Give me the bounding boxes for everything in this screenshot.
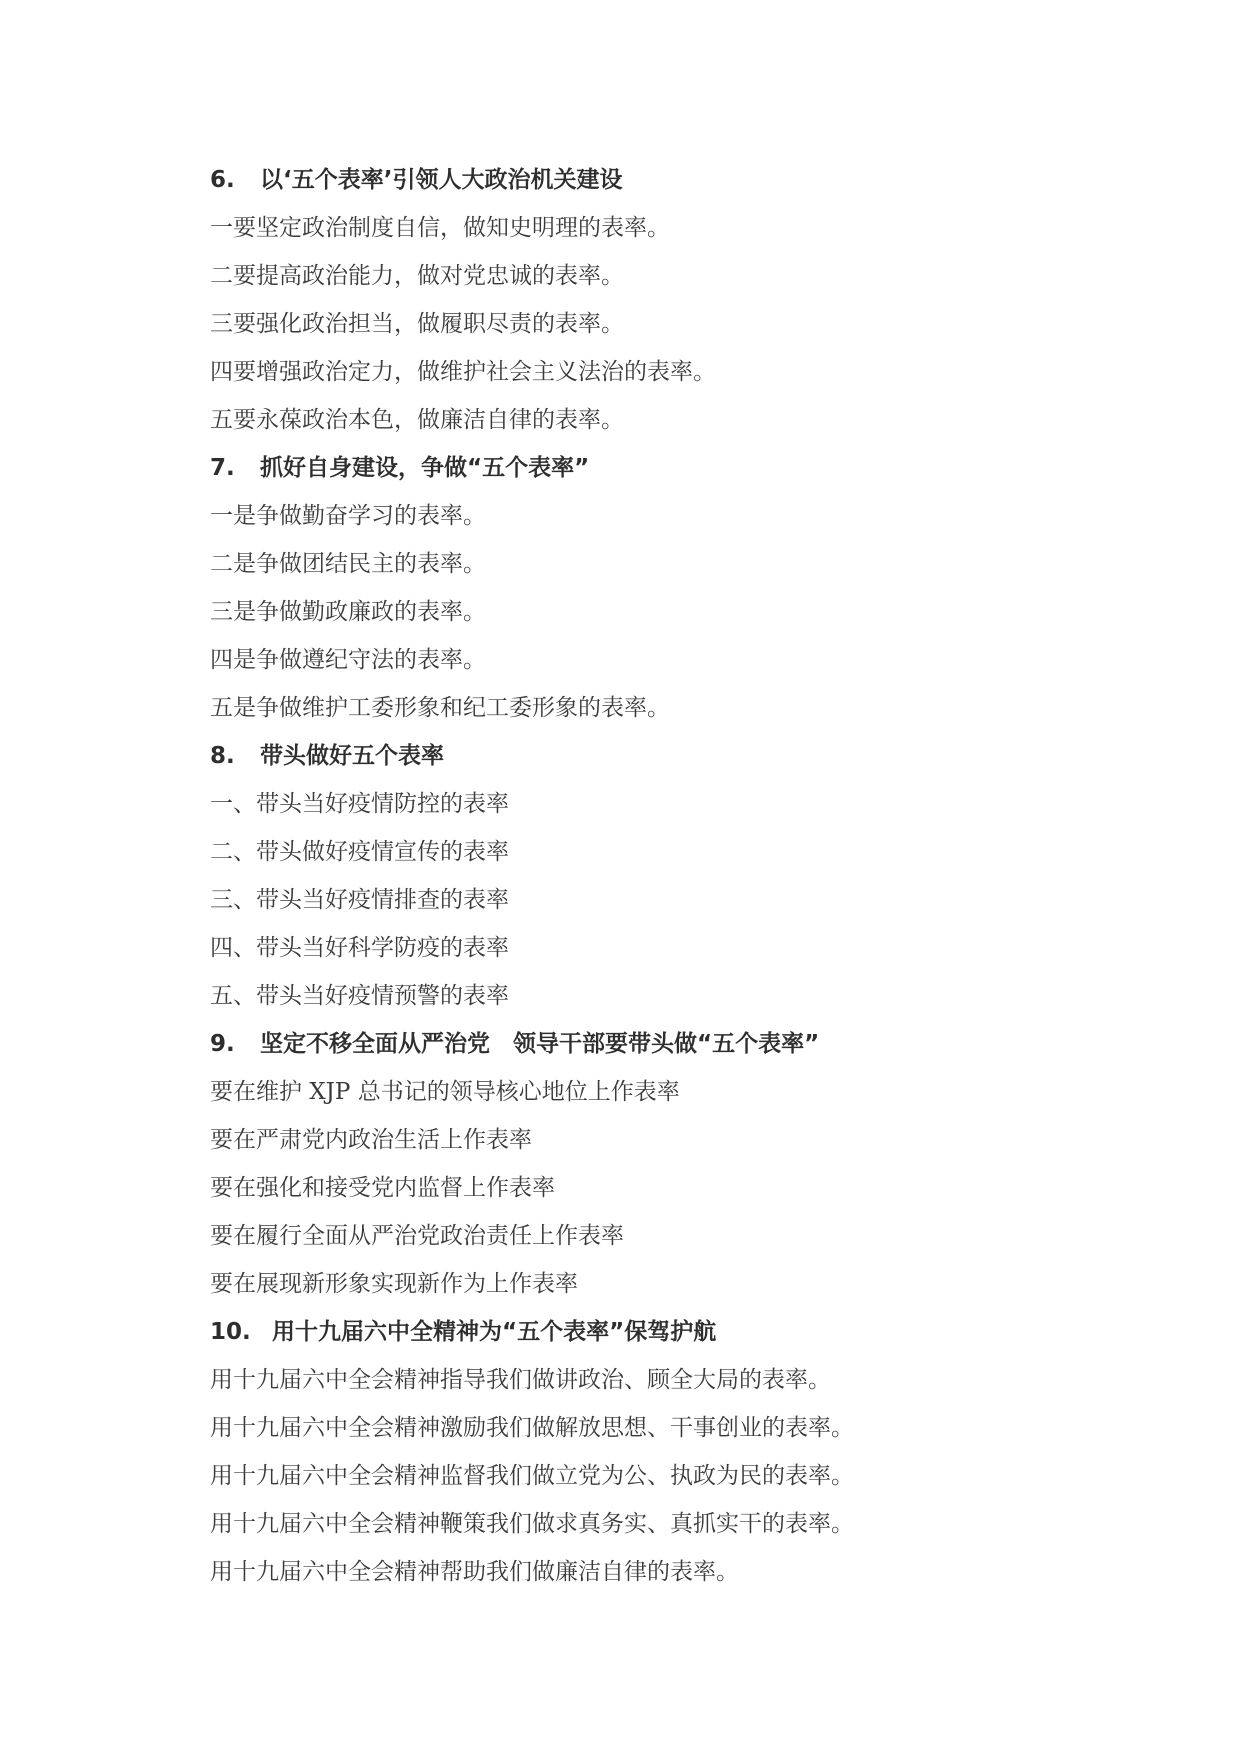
list-item: 一、带头当好疫情防控的表率 bbox=[210, 791, 509, 817]
section-number: 6. bbox=[210, 167, 235, 193]
list-item: 用十九届六中全会精神鞭策我们做求真务实、真抓实干的表率。 bbox=[210, 1511, 854, 1537]
list-item: 二、带头做好疫情宣传的表率 bbox=[210, 839, 509, 865]
list-item: 五是争做维护工委形象和纪工委形象的表率。 bbox=[210, 695, 670, 721]
list-item: 五要永葆政治本色，做廉洁自律的表率。 bbox=[210, 407, 624, 433]
list-item: 要在强化和接受党内监督上作表率 bbox=[210, 1175, 555, 1201]
section-heading bbox=[210, 1020, 1110, 1068]
list-item: 用十九届六中全会精神监督我们做立党为公、执政为民的表率。 bbox=[210, 1463, 854, 1489]
list-item: 二要提高政治能力，做对党忠诚的表率。 bbox=[210, 263, 624, 289]
list-item: 用十九届六中全会精神激励我们做解放思想、干事创业的表率。 bbox=[210, 1415, 854, 1441]
section-title-text: 抓好自身建设，争做“五个表率” bbox=[260, 455, 590, 481]
section-heading bbox=[210, 1308, 1110, 1356]
list-item: 四、带头当好科学防疫的表率 bbox=[210, 935, 509, 961]
section-number: 7. bbox=[210, 455, 235, 481]
section-title-text: 以‘五个表率’引领人大政治机关建设 bbox=[260, 167, 623, 193]
list-item: 用十九届六中全会精神帮助我们做廉洁自律的表率。 bbox=[210, 1559, 739, 1585]
section-heading bbox=[210, 444, 1110, 492]
list-item: 一要坚定政治制度自信，做知史明理的表率。 bbox=[210, 215, 670, 241]
list-item: 四要增强政治定力，做维护社会主义法治的表率。 bbox=[210, 359, 716, 385]
section-number: 8. bbox=[210, 743, 235, 769]
list-item: 三要强化政治担当，做履职尽责的表率。 bbox=[210, 311, 624, 337]
list-item: 要在履行全面从严治党政治责任上作表率 bbox=[210, 1223, 624, 1249]
list-item: 一是争做勤奋学习的表率。 bbox=[210, 503, 486, 529]
list-item: 要在严肃党内政治生活上作表率 bbox=[210, 1127, 532, 1153]
list-item: 二是争做团结民主的表率。 bbox=[210, 551, 486, 577]
section-title-text: 用十九届六中全精神为“五个表率”保驾护航 bbox=[272, 1319, 717, 1345]
document-page bbox=[210, 156, 1110, 1596]
section-number: 9. bbox=[210, 1031, 235, 1057]
list-item: 三、带头当好疫情排查的表率 bbox=[210, 887, 509, 913]
list-item: 用十九届六中全会精神指导我们做讲政治、顾全大局的表率。 bbox=[210, 1367, 831, 1393]
section-title-text: 坚定不移全面从严治党 领导干部要带头做“五个表率” bbox=[260, 1031, 820, 1057]
list-item: 四是争做遵纪守法的表率。 bbox=[210, 647, 486, 673]
section-title-text: 带头做好五个表率 bbox=[260, 743, 444, 769]
section-number: 10. bbox=[210, 1319, 251, 1345]
list-item: 五、带头当好疫情预警的表率 bbox=[210, 983, 509, 1009]
section-heading bbox=[210, 156, 1110, 204]
section-heading bbox=[210, 732, 1110, 780]
list-item: 三是争做勤政廉政的表率。 bbox=[210, 599, 486, 625]
list-item: 要在展现新形象实现新作为上作表率 bbox=[210, 1271, 578, 1297]
list-item: 要在维护 XJP 总书记的领导核心地位上作表率 bbox=[210, 1079, 680, 1105]
